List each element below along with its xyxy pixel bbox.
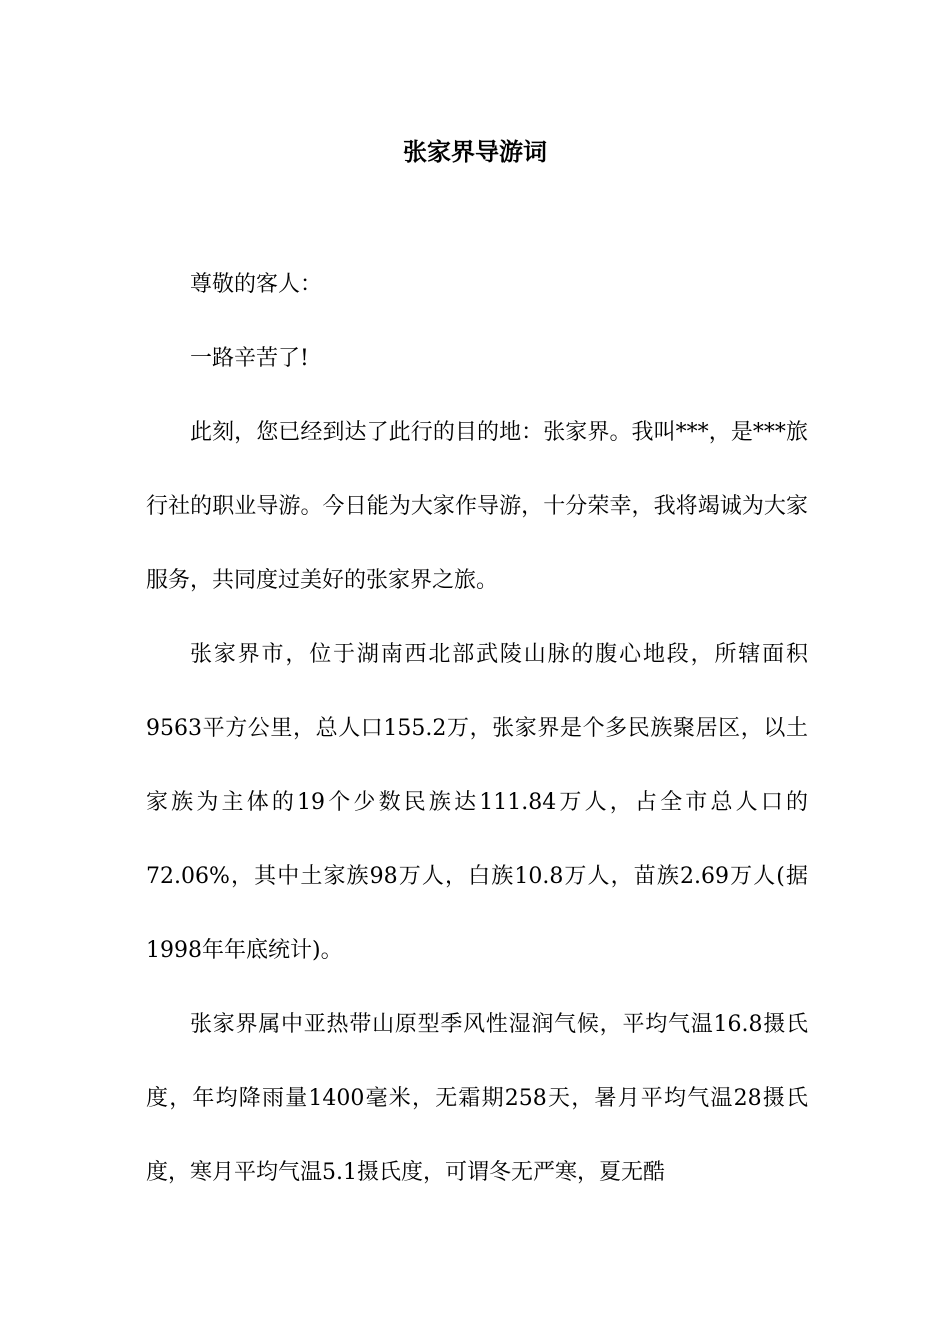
greeting-paragraph: 一路辛苦了! xyxy=(190,346,309,371)
document-title: 张家界导游词 xyxy=(403,138,547,166)
climate-paragraph: 张家界属中亚热带山原型季风性湿润气候，平均气温16.8摄氏度，年均降雨量1400毫米，无霜期258天，暑月平均气温28摄氏度，寒月平均气温5.1摄氏度，可谓冬无严寒，夏无酷 xyxy=(146,1012,808,1185)
salutation-paragraph: 尊敬的客人： xyxy=(190,272,323,297)
document-body xyxy=(146,248,808,1210)
population-paragraph: 张家界市，位于湖南西北部武陵山脉的腹心地段，所辖面积9563平方公里，总人口155.2万，张家界是个多民族聚居区，以土家族为主体的19个少数民族达111.84万人，占全市总人口的72.06%，其中土家族98万人，白族10.8万人，苗族2.69万人(据1998年年底统计)。 xyxy=(146,642,808,963)
intro-paragraph: 此刻，您已经到达了此行的目的地：张家界。我叫***，是***旅行社的职业导游。今日能为大家作导游，十分荣幸，我将竭诚为大家服务，共同度过美好的张家界之旅。 xyxy=(146,420,808,593)
